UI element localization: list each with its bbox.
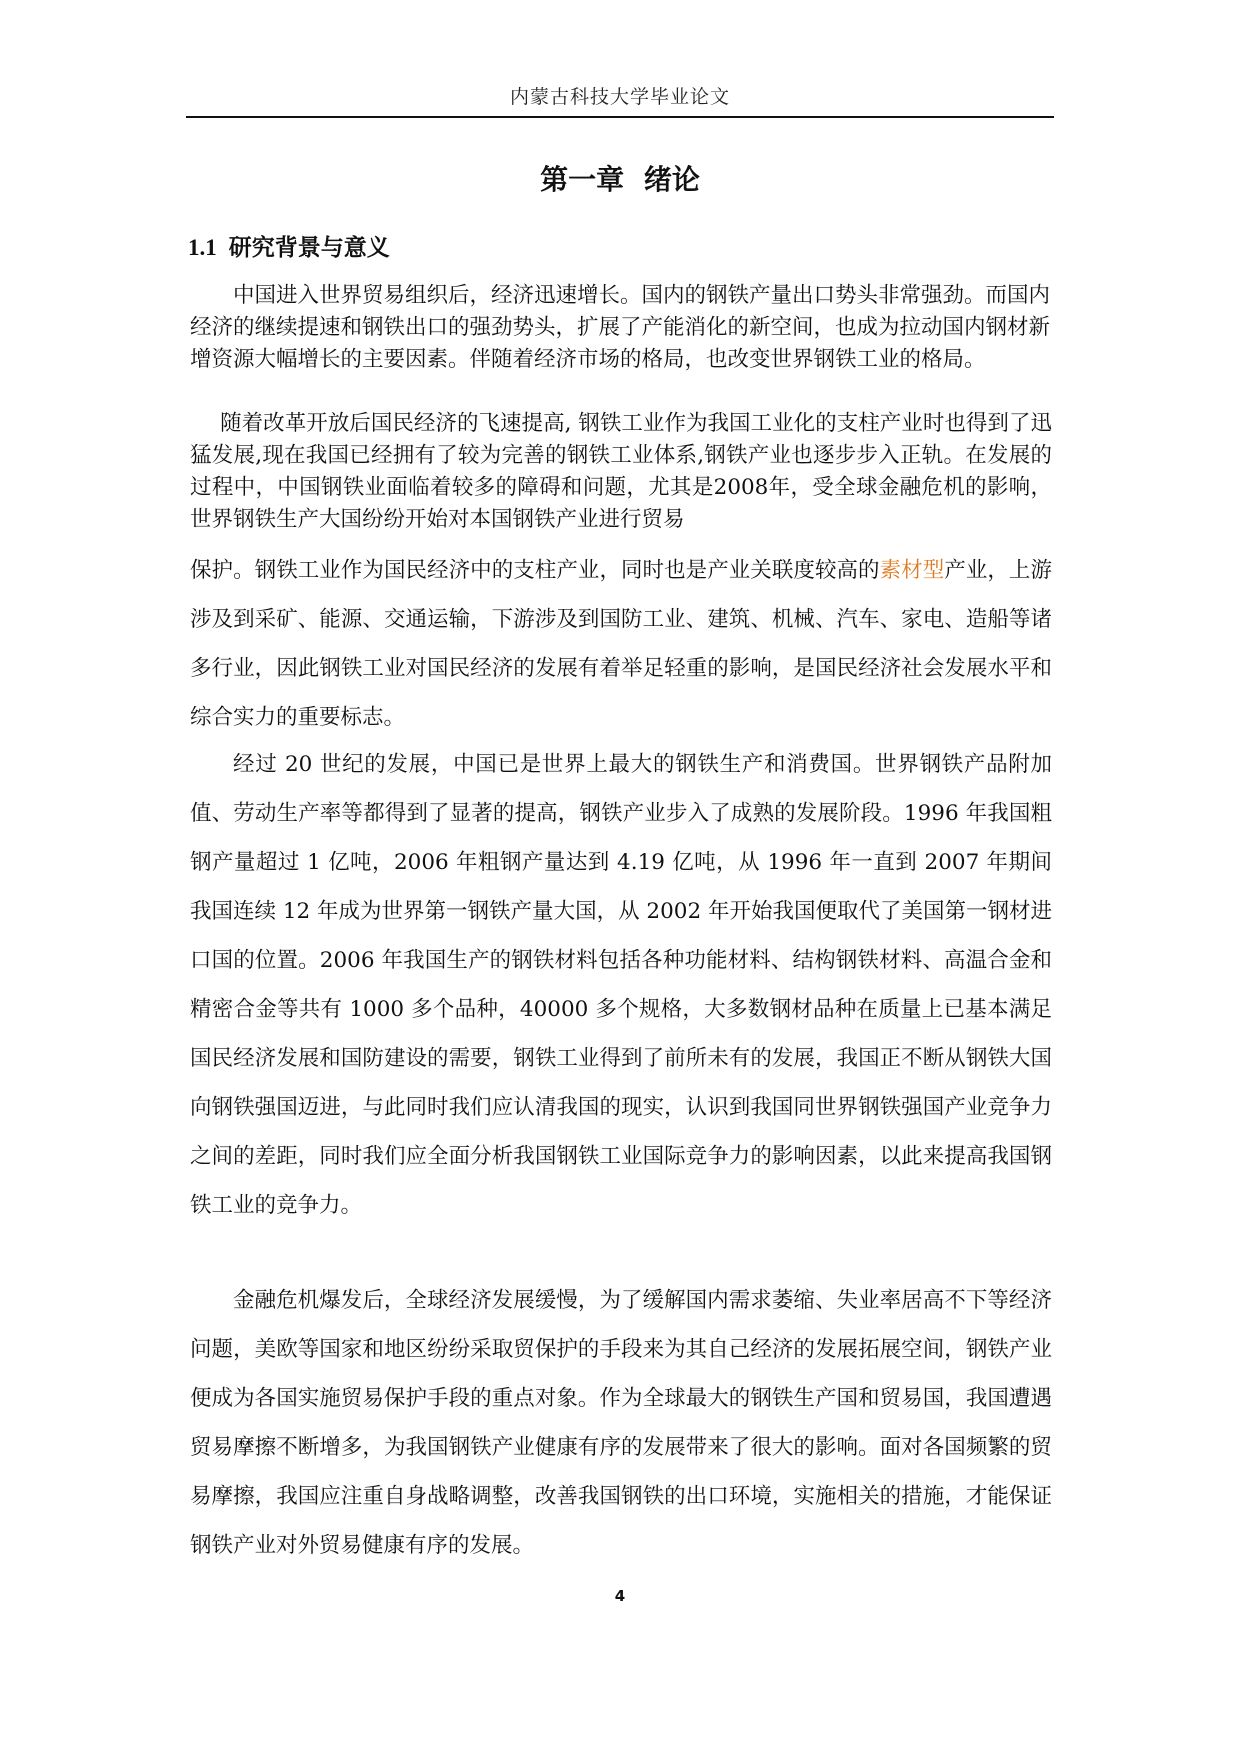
paragraph-2-text-before: 保护。钢铁工业作为国民经济中的支柱产业，同时也是产业关联度较高的	[190, 558, 880, 583]
highlighted-term: 素材型	[879, 558, 945, 583]
section-number: 1.1	[188, 235, 217, 260]
running-header: 内蒙古科技大学毕业论文	[509, 86, 730, 108]
paragraph-4: 金融危机爆发后，全球经济发展缓慢，为了缓解国内需求萎缩、失业率居高不下等经济问题，美欧等国家和地区纷纷采取贸保护的手段来为其自己经济的发展拓展空间，钢铁产业便成为各国实施贸易保护手段的重点对象。作为全球最大的钢铁生产国和贸易国，我国遭遇贸易摩擦不断增多，为我国钢铁产业健康有序的发展带来了很大的影响。面对各国频繁的贸易摩擦，我国应注重自身战略调整，改善我国钢铁的出口环境，实施相关的措施，才能保证钢铁产业对外贸易健康有序的发展。	[190, 1288, 1052, 1558]
section-title: 研究背景与意义	[228, 234, 390, 261]
header-divider	[186, 116, 1054, 118]
paragraph-2: 随着改革开放后国民经济的飞速提高, 钢铁工业作为我国工业化的支柱产业时也得到了迅猛发展,现在我国已经拥有了较为完善的钢铁工业体系,钢铁产业也逐步步入正轨。在发展的过程中，中国钢铁业面临着较多的障碍和问题，尤其是2008年，受全球金融危机的影响，世界钢铁生产大国纷纷开始对本国钢铁产业进行贸易	[190, 411, 1052, 532]
paragraph-2-continued	[190, 546, 1052, 742]
section-heading	[188, 232, 390, 264]
chapter-title: 第一章 绪论	[540, 163, 700, 196]
paragraph-1: 中国进入世界贸易组织后，经济迅速增长。国内的钢铁产量出口势头非常强劲。而国内经济的继续提速和钢铁出口的强劲势头，扩展了产能消化的新空间，也成为拉动国内钢材新增资源大幅增长的主要因素。伴随着经济市场的格局，也改变世界钢铁工业的格局。	[190, 283, 1051, 372]
paragraph-3: 经过 20 世纪的发展，中国已是世界上最大的钢铁生产和消费国。世界钢铁产品附加值、劳动生产率等都得到了显著的提高，钢铁产业步入了成熟的发展阶段。1996 年我国粗钢产量超过 1 亿吨，2006 年粗钢产量达到 4.19 亿吨，从 1996 年一直到 2007 年期间我国连续 12 年成为世界第一钢铁产量大国，从 2002 年开始我国便取代了美国第一钢材进口国的位置。2006 年我国生产的钢铁材料包括各种功能材料、结构钢铁材料、高温合金和精密合金等共有 1000 多个品种，40000 多个规格，大多数钢材品种在质量上已基本满足国民经济发展和国防建设的需要，钢铁工业得到了前所未有的发展，我国正不断从钢铁大国向钢铁强国迈进，与此同时我们应认清我国的现实，认识到我国同世界钢铁强国产业竞争力之间的差距，同时我们应全面分析我国钢铁工业国际竞争力的影响因素，以此来提高我国钢铁工业的竞争力。	[190, 752, 1052, 1218]
page-number: 4	[614, 1587, 626, 1605]
paragraph-2-text-after: 产业，上游涉及到采矿、能源、交通运输，下游涉及到国防工业、建筑、机械、汽车、家电、造船等诸多行业，因此钢铁工业对国民经济的发展有着举足轻重的影响，是国民经济社会发展水平和综合实力的重要标志。	[190, 558, 1052, 730]
